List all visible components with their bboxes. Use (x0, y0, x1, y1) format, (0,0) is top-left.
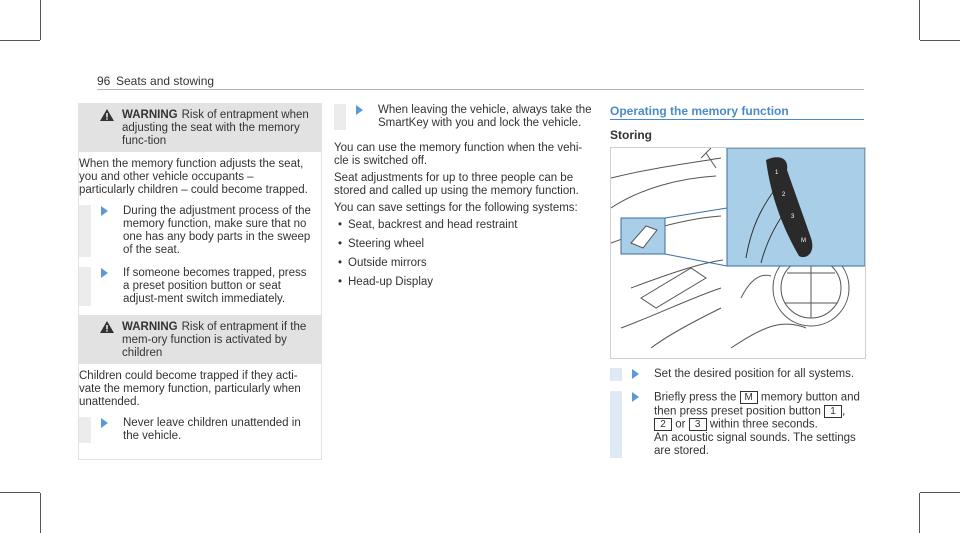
paragraph: Seat adjustments for up to three people can be stored and called up using the memory function. (334, 172, 579, 197)
list-item: • Outside mirrors (334, 257, 594, 270)
warning-header (78, 315, 322, 364)
warning-label: WARNING (122, 321, 178, 333)
arrow-icon (632, 392, 646, 402)
step-item: When leaving the vehicle, always take the SmartKey with you and lock the vehicle. (334, 104, 594, 130)
warning-triangle-icon (100, 321, 114, 333)
page-number: 96 (97, 74, 111, 88)
list-item: • Steering wheel (334, 238, 594, 251)
door-panel-illustration (610, 147, 866, 359)
warning-triangle-icon (100, 109, 114, 121)
section-title: Operating the memory function (610, 104, 789, 118)
arrow-icon (101, 268, 115, 278)
crop-mark (919, 0, 920, 40)
header-rule (97, 89, 864, 90)
warning-body (78, 152, 322, 323)
figure-button-label: M (801, 238, 806, 244)
warning-header (78, 103, 322, 152)
section-rule (610, 119, 864, 120)
warning-body (78, 364, 322, 460)
instruction-steps (610, 368, 864, 468)
list-item: • Head-up Display (334, 276, 594, 289)
warning-box (78, 315, 322, 460)
figure-button-label: 3 (791, 214, 795, 220)
preset-3-key-icon: 3 (689, 418, 707, 431)
crop-mark (40, 493, 41, 533)
warning-text: Children could become trapped if they acti-vate the memory function, particularly when unattended. (79, 370, 301, 408)
crop-mark (920, 492, 960, 493)
warning-title: Risk of entrapment if the mem-ory function is activated by children (122, 321, 307, 359)
crop-mark (920, 40, 960, 41)
step-item: Set the desired position for all systems. (610, 368, 864, 381)
warning-title: Risk of entrapment when adjusting the seat with the memory func-tion (122, 109, 309, 147)
warning-label: WARNING (122, 109, 178, 121)
door-panel-drawing (611, 148, 865, 358)
preset-2-key-icon: 2 (654, 418, 672, 431)
warning-box (78, 103, 322, 323)
crop-mark (0, 492, 40, 493)
memory-key-icon: M (740, 391, 758, 404)
list-item: • Seat, backrest and head restraint (334, 219, 594, 232)
crop-mark (0, 40, 40, 41)
warning-text: When the memory function adjusts the seat, you and other vehicle occupants – particularly children – could become trapped. (79, 158, 308, 196)
content-column (334, 104, 594, 295)
step-item: Never leave children unattended in the vehicle. (79, 417, 311, 443)
preset-1-key-icon: 1 (824, 405, 842, 418)
step-item: During the adjustment process of the memory function, make sure that no one has any body parts in the sweep of the seat. (79, 205, 311, 257)
figure-button-label: 2 (782, 192, 786, 198)
figure-button-label: 1 (775, 170, 779, 176)
arrow-icon (632, 369, 646, 379)
paragraph: You can use the memory function when the vehi-cle is switched off. (334, 142, 583, 167)
paragraph: You can save settings for the following systems: (334, 202, 578, 214)
arrow-icon (101, 206, 115, 216)
arrow-icon (356, 105, 370, 115)
subsection-title: Storing (610, 128, 652, 142)
arrow-icon (101, 418, 115, 428)
crop-mark (40, 0, 41, 40)
crop-mark (919, 493, 920, 533)
running-header: Seats and stowing (116, 74, 215, 88)
step-item: Briefly press the M memory button and then press preset position button 1 , 2 or 3 within three seconds. An acoustic signal sounds. The settings are stored. (610, 391, 864, 458)
systems-list (334, 219, 594, 289)
step-item: If someone becomes trapped, press a preset position button or seat adjust-ment switch immediately. (79, 267, 311, 306)
